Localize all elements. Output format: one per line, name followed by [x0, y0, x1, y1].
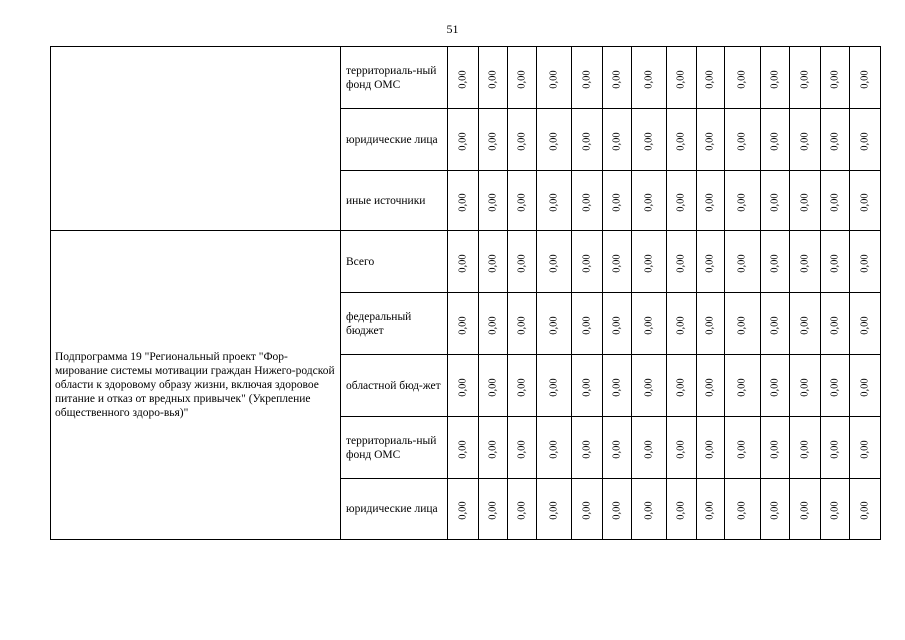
value-cell [697, 479, 725, 540]
value-cell [537, 355, 572, 417]
value-cell [479, 47, 508, 109]
value-cell [697, 355, 725, 417]
value-cell [572, 109, 603, 171]
value-cell [508, 171, 537, 231]
value-text: 0,00 [643, 253, 655, 273]
value-cell [479, 171, 508, 231]
value-cell [537, 171, 572, 231]
value-text: 0,00 [581, 439, 593, 459]
value-text: 0,00 [705, 315, 716, 335]
value-cell [603, 355, 632, 417]
program-name-cell [51, 47, 341, 231]
page-number: 51 [446, 22, 459, 36]
value-text: 0,00 [611, 253, 623, 273]
value-cell [632, 355, 667, 417]
value-cell [725, 231, 761, 293]
value-text: 0,00 [611, 69, 623, 89]
value-cell [603, 109, 632, 171]
value-text: 0,00 [829, 69, 841, 89]
value-text: 0,00 [457, 192, 469, 212]
value-cell [761, 231, 790, 293]
value-text: 0,00 [737, 377, 748, 397]
value-cell [448, 109, 479, 171]
value-cell [821, 355, 850, 417]
value-text: 0,00 [487, 192, 499, 212]
value-cell [821, 231, 850, 293]
value-text: 0,00 [737, 439, 748, 459]
value-text: 0,00 [769, 439, 781, 459]
value-cell [697, 47, 725, 109]
value-text: 0,00 [799, 192, 811, 212]
value-cell [821, 417, 850, 479]
value-text: 0,00 [457, 131, 469, 151]
value-cell [479, 417, 508, 479]
value-text: 0,00 [799, 501, 811, 520]
value-text: 0,00 [829, 439, 841, 459]
value-text: 0,00 [516, 131, 528, 151]
value-text: 0,00 [487, 253, 499, 273]
value-cell [508, 231, 537, 293]
value-text: 0,00 [829, 192, 841, 212]
value-text: 0,00 [611, 377, 623, 397]
value-cell [508, 479, 537, 540]
value-cell [632, 47, 667, 109]
value-text: 0,00 [859, 131, 871, 151]
value-cell [790, 171, 821, 231]
value-text: 0,00 [548, 192, 560, 212]
value-cell [632, 479, 667, 540]
value-text: 0,00 [643, 501, 655, 520]
table-row [51, 231, 881, 293]
value-cell [572, 231, 603, 293]
value-text: 0,00 [769, 501, 781, 520]
table-row [51, 47, 881, 109]
value-cell [448, 417, 479, 479]
value-cell [448, 231, 479, 293]
value-cell [448, 171, 479, 231]
value-cell [448, 355, 479, 417]
value-text: 0,00 [581, 192, 593, 212]
value-cell [850, 417, 881, 479]
value-cell [790, 355, 821, 417]
value-cell [725, 293, 761, 355]
value-cell [725, 109, 761, 171]
value-text: 0,00 [676, 501, 687, 520]
value-text: 0,00 [676, 131, 687, 151]
value-text: 0,00 [457, 501, 469, 520]
value-text: 0,00 [799, 377, 811, 397]
value-text: 0,00 [581, 69, 593, 89]
value-cell [725, 479, 761, 540]
value-text: 0,00 [737, 501, 748, 520]
value-text: 0,00 [769, 69, 781, 89]
value-text: 0,00 [705, 69, 716, 89]
value-cell [821, 479, 850, 540]
value-cell [821, 171, 850, 231]
value-text: 0,00 [859, 253, 871, 273]
value-cell [632, 231, 667, 293]
value-text: 0,00 [829, 315, 841, 335]
value-cell [603, 171, 632, 231]
value-cell [850, 293, 881, 355]
value-cell [790, 479, 821, 540]
value-text: 0,00 [487, 377, 499, 397]
value-cell [537, 109, 572, 171]
value-text: 0,00 [643, 69, 655, 89]
value-text: 0,00 [829, 501, 841, 520]
value-cell [821, 109, 850, 171]
value-text: 0,00 [516, 315, 528, 335]
value-cell [725, 355, 761, 417]
value-text: 0,00 [737, 131, 748, 151]
value-text: 0,00 [769, 131, 781, 151]
value-text: 0,00 [548, 439, 560, 459]
value-text: 0,00 [737, 315, 748, 335]
value-text: 0,00 [799, 315, 811, 335]
value-text: 0,00 [581, 253, 593, 273]
value-cell [850, 171, 881, 231]
value-text: 0,00 [611, 131, 623, 151]
value-cell [761, 47, 790, 109]
value-cell [508, 417, 537, 479]
value-cell [697, 231, 725, 293]
value-text: 0,00 [548, 253, 560, 273]
value-cell [572, 355, 603, 417]
value-cell [603, 417, 632, 479]
value-text: 0,00 [548, 131, 560, 151]
value-text: 0,00 [581, 131, 593, 151]
value-text: 0,00 [516, 192, 528, 212]
value-text: 0,00 [859, 315, 871, 335]
value-cell [725, 417, 761, 479]
value-text: 0,00 [457, 253, 469, 273]
value-cell [667, 109, 697, 171]
value-text: 0,00 [676, 439, 687, 459]
value-text: 0,00 [643, 439, 655, 459]
value-cell [761, 171, 790, 231]
value-text: 0,00 [676, 315, 687, 335]
program-name-cell: Подпрограмма 19 "Региональный проект "Фор-мирование системы мотивации граждан Нижего-родской области к здоровому образу жизни, включая здоровое питание и отказ от вредных привычек" (Укрепление общественного здоро-вья)" [51, 231, 341, 540]
value-cell [697, 293, 725, 355]
value-text: 0,00 [859, 377, 871, 397]
value-text: 0,00 [859, 501, 871, 520]
value-text: 0,00 [769, 377, 781, 397]
value-cell [508, 47, 537, 109]
value-cell [761, 109, 790, 171]
value-cell [697, 171, 725, 231]
value-text: 0,00 [676, 377, 687, 397]
value-text: 0,00 [859, 69, 871, 89]
value-text: 0,00 [611, 501, 623, 520]
value-text: 0,00 [769, 253, 781, 273]
value-text: 0,00 [643, 131, 655, 151]
value-text: 0,00 [516, 501, 528, 520]
value-cell [667, 231, 697, 293]
value-cell [790, 47, 821, 109]
value-cell [632, 293, 667, 355]
value-text: 0,00 [581, 377, 593, 397]
value-cell [537, 47, 572, 109]
value-cell [821, 293, 850, 355]
value-cell [603, 47, 632, 109]
value-text: 0,00 [516, 69, 528, 89]
value-text: 0,00 [737, 69, 748, 89]
value-text: 0,00 [643, 315, 655, 335]
value-cell [537, 417, 572, 479]
funding-source-cell: юридические лица [341, 479, 448, 540]
value-cell [667, 47, 697, 109]
value-text: 0,00 [676, 192, 687, 212]
value-cell [603, 293, 632, 355]
value-cell [850, 109, 881, 171]
value-text: 0,00 [859, 192, 871, 212]
value-cell [667, 293, 697, 355]
value-cell [479, 109, 508, 171]
value-cell [537, 231, 572, 293]
value-cell [850, 231, 881, 293]
value-text: 0,00 [676, 253, 687, 273]
value-cell [761, 479, 790, 540]
value-text: 0,00 [859, 439, 871, 459]
value-text: 0,00 [457, 69, 469, 89]
value-text: 0,00 [829, 377, 841, 397]
value-cell [479, 293, 508, 355]
value-cell [697, 417, 725, 479]
value-cell [790, 231, 821, 293]
value-text: 0,00 [457, 377, 469, 397]
value-text: 0,00 [581, 315, 593, 335]
value-text: 0,00 [705, 377, 716, 397]
value-text: 0,00 [799, 253, 811, 273]
funding-source-cell: иные источники [341, 171, 448, 231]
value-cell [448, 47, 479, 109]
value-text: 0,00 [548, 315, 560, 335]
value-text: 0,00 [799, 131, 811, 151]
value-text: 0,00 [769, 315, 781, 335]
value-text: 0,00 [548, 377, 560, 397]
value-cell [850, 47, 881, 109]
value-text: 0,00 [611, 439, 623, 459]
value-cell [790, 109, 821, 171]
funding-source-cell: Всего [341, 231, 448, 293]
value-cell [790, 417, 821, 479]
value-text: 0,00 [705, 192, 716, 212]
value-cell [572, 479, 603, 540]
value-text: 0,00 [705, 253, 716, 273]
value-cell [572, 171, 603, 231]
value-cell [479, 231, 508, 293]
funding-source-cell: юридические лица [341, 109, 448, 171]
value-cell [850, 355, 881, 417]
value-text: 0,00 [487, 315, 499, 335]
value-cell [761, 417, 790, 479]
value-cell [508, 293, 537, 355]
value-cell [667, 171, 697, 231]
funding-source-cell: территориаль-ный фонд ОМС [341, 417, 448, 479]
value-text: 0,00 [611, 315, 623, 335]
funding-source-cell: федеральный бюджет [341, 293, 448, 355]
value-cell [448, 293, 479, 355]
value-text: 0,00 [769, 192, 781, 212]
budget-table [50, 46, 881, 540]
value-cell [761, 293, 790, 355]
value-cell [821, 47, 850, 109]
value-text: 0,00 [705, 131, 716, 151]
value-cell [537, 479, 572, 540]
value-text: 0,00 [548, 69, 560, 89]
value-text: 0,00 [457, 439, 469, 459]
value-text: 0,00 [487, 501, 499, 520]
value-text: 0,00 [611, 192, 623, 212]
value-cell [667, 479, 697, 540]
value-cell [479, 479, 508, 540]
value-cell [850, 479, 881, 540]
value-text: 0,00 [643, 192, 655, 212]
value-text: 0,00 [516, 253, 528, 273]
value-cell [632, 417, 667, 479]
value-text: 0,00 [799, 439, 811, 459]
value-cell [537, 293, 572, 355]
value-text: 0,00 [705, 439, 716, 459]
value-cell [448, 479, 479, 540]
value-text: 0,00 [799, 69, 811, 89]
value-cell [572, 293, 603, 355]
value-cell [508, 109, 537, 171]
value-cell [572, 47, 603, 109]
value-text: 0,00 [737, 192, 748, 212]
value-cell [632, 109, 667, 171]
value-text: 0,00 [737, 253, 748, 273]
value-text: 0,00 [643, 377, 655, 397]
value-cell [508, 355, 537, 417]
value-text: 0,00 [581, 501, 593, 520]
value-cell [632, 171, 667, 231]
value-text: 0,00 [676, 69, 687, 89]
value-cell [603, 479, 632, 540]
value-cell [697, 109, 725, 171]
value-cell [603, 231, 632, 293]
value-cell [479, 355, 508, 417]
value-text: 0,00 [516, 377, 528, 397]
value-text: 0,00 [487, 439, 499, 459]
value-cell [725, 47, 761, 109]
value-cell [725, 171, 761, 231]
value-text: 0,00 [548, 501, 560, 520]
value-cell [572, 417, 603, 479]
value-cell [761, 355, 790, 417]
funding-source-cell: территориаль-ный фонд ОМС [341, 47, 448, 109]
value-cell [790, 293, 821, 355]
value-text: 0,00 [487, 131, 499, 151]
funding-source-cell: областной бюд-жет [341, 355, 448, 417]
value-cell [667, 417, 697, 479]
value-cell [667, 355, 697, 417]
value-text: 0,00 [487, 69, 499, 89]
value-text: 0,00 [516, 439, 528, 459]
value-text: 0,00 [829, 131, 841, 151]
value-text: 0,00 [457, 315, 469, 335]
value-text: 0,00 [829, 253, 841, 273]
value-text: 0,00 [705, 501, 716, 520]
